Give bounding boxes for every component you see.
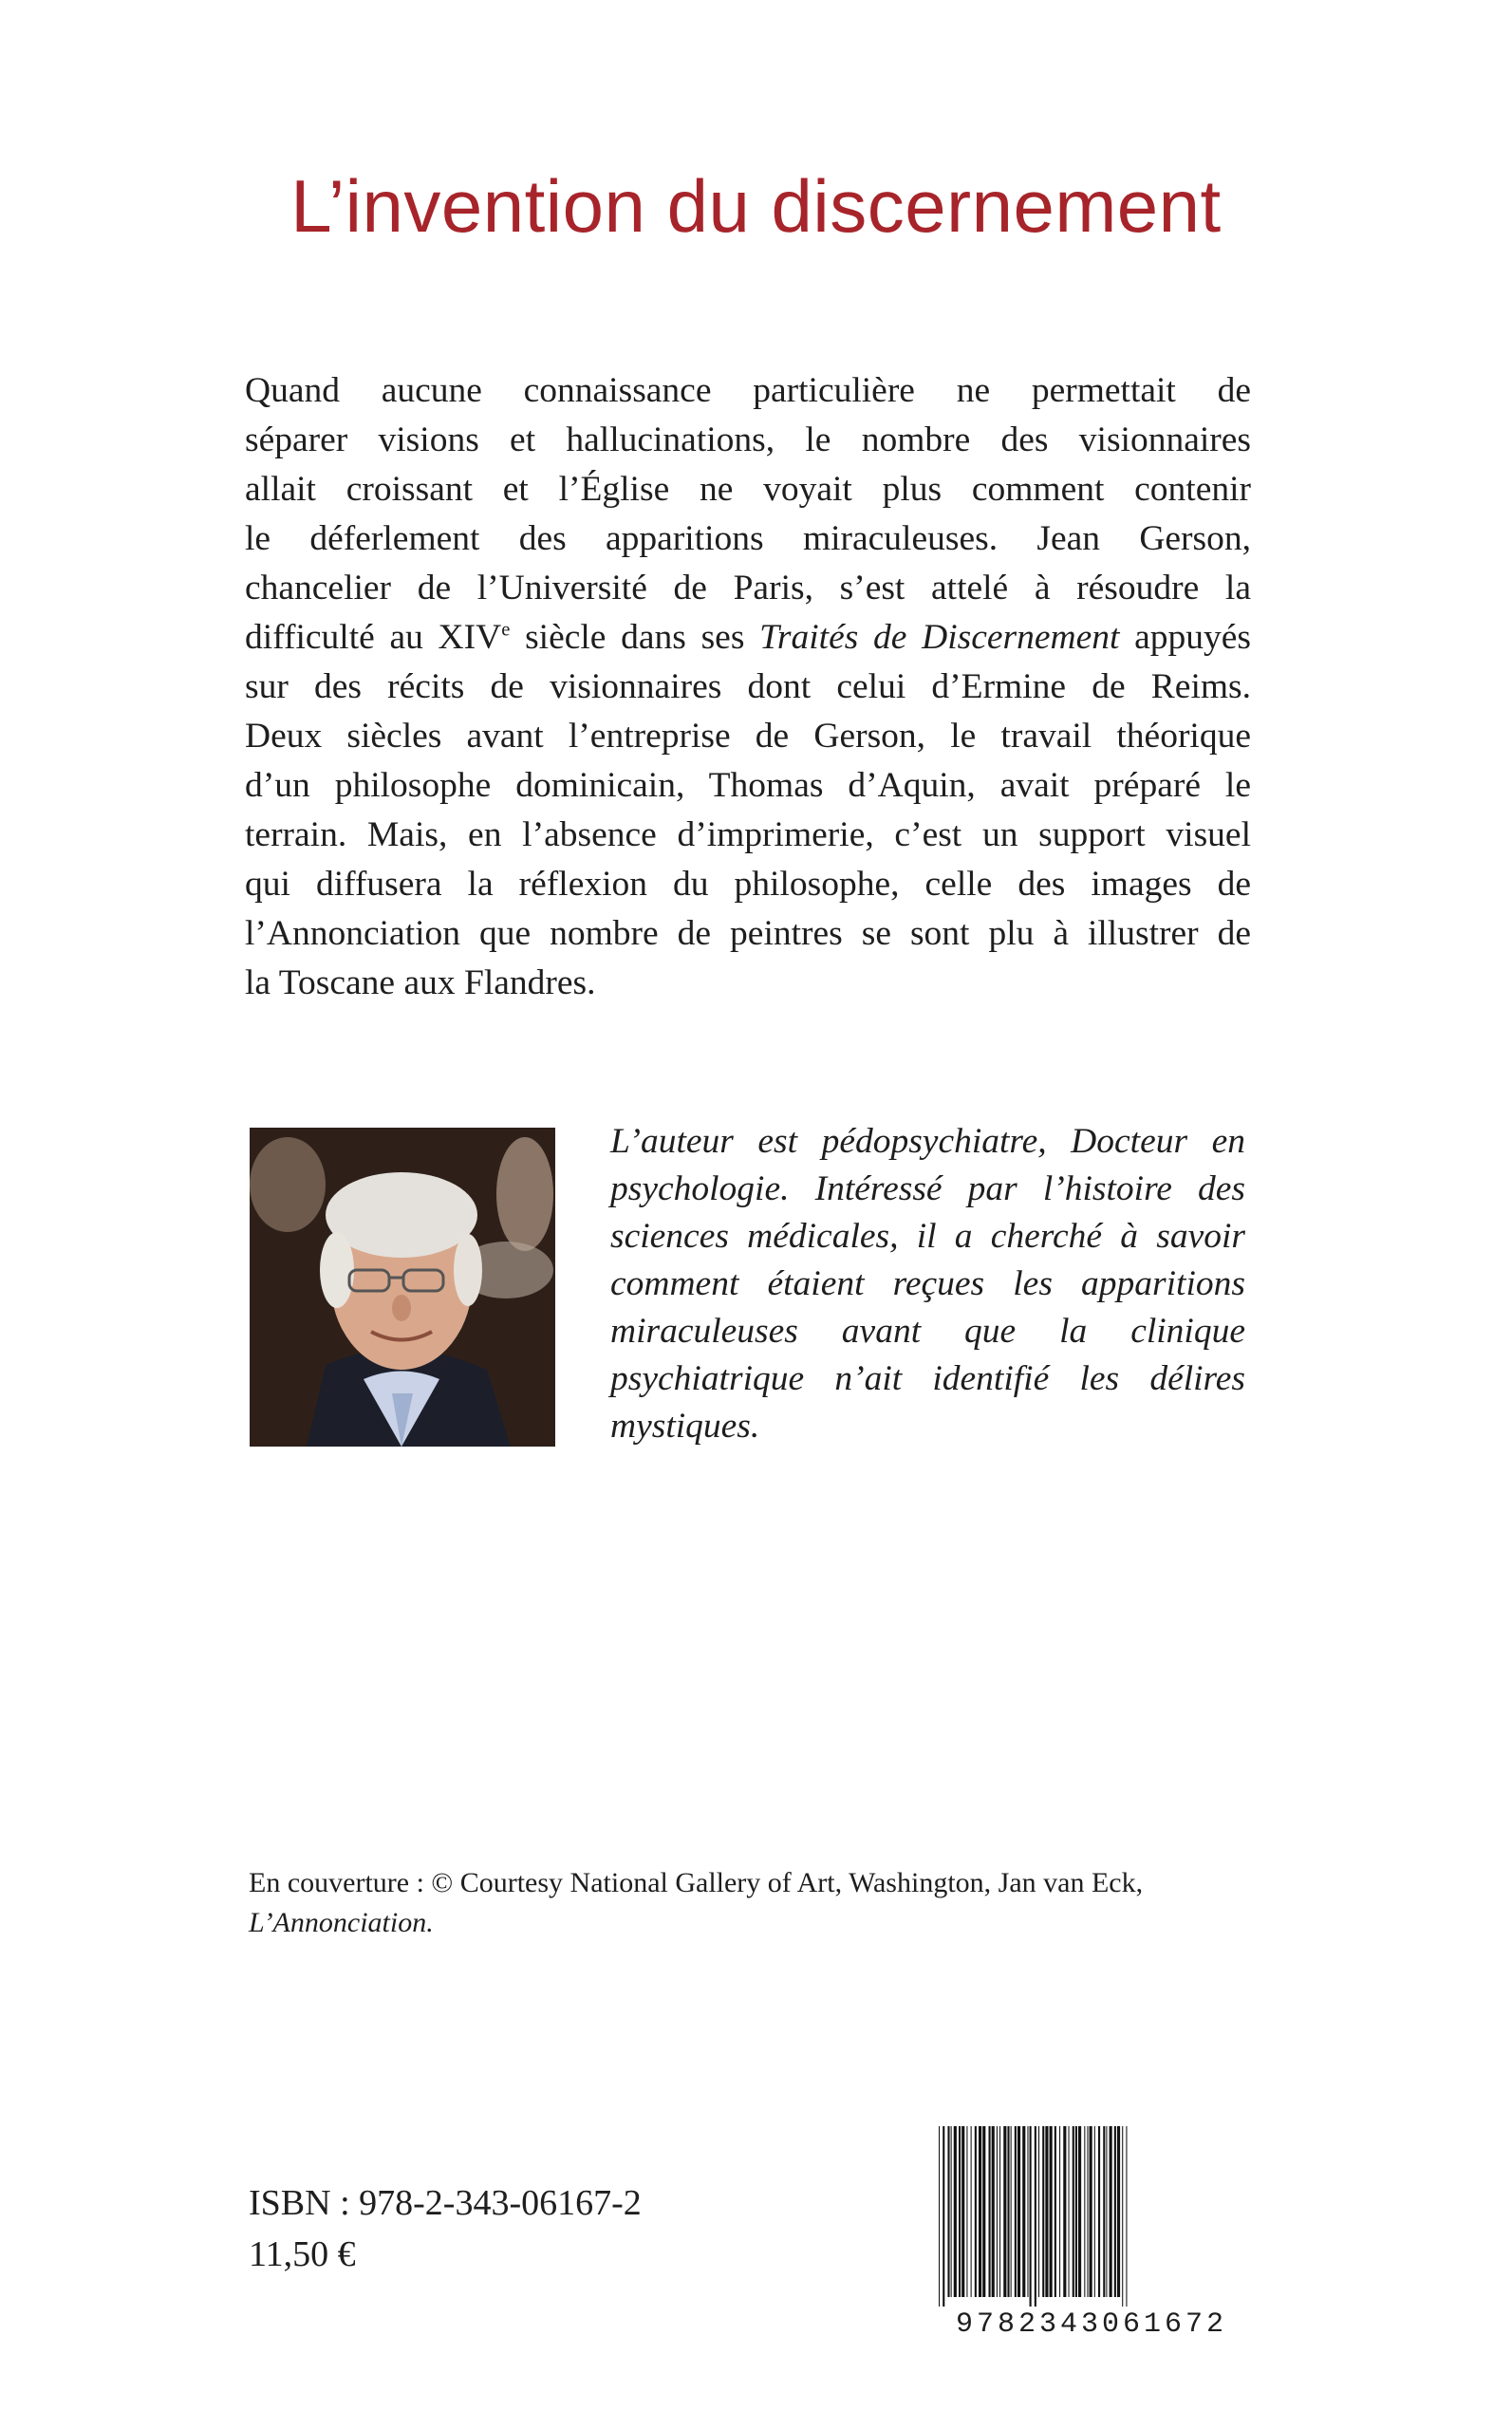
isbn: ISBN : 978-2-343-06167-2	[249, 2183, 642, 2223]
author-photo	[250, 1128, 555, 1447]
barcode-bar	[1038, 2126, 1039, 2297]
author-portrait-illustration	[250, 1128, 555, 1447]
barcode-bar	[1011, 2126, 1012, 2297]
barcode-bar	[1126, 2126, 1127, 2307]
blurb-line: qui diffusera la réflexion du philosophe, celle des images de	[245, 865, 1251, 904]
blurb-line: l’Annonciation que nombre de peintres se sont plu à illustrer de	[245, 914, 1251, 953]
barcode-bar	[1110, 2126, 1112, 2297]
barcode-bar	[939, 2126, 940, 2307]
barcode-bar	[1022, 2126, 1025, 2297]
blurb-line: Quand aucune connaissance particulière ne permettait de	[245, 371, 1251, 410]
blurb-line: séparer visions et hallucinations, le nombre des visionnaires	[245, 420, 1251, 459]
barcode-bar	[1003, 2126, 1006, 2297]
blurb-line: Deux siècles avant l’entreprise de Gerson, le travail théorique	[245, 717, 1251, 756]
barcode-bar	[966, 2126, 967, 2297]
barcode-bar	[1073, 2126, 1074, 2297]
book-title: L’invention du discernement	[290, 164, 1222, 248]
credit-line: En couverture : © Courtesy National Gallery of Art, Washington, Jan van Eck,	[249, 1867, 1144, 1898]
barcode-bar	[992, 2126, 995, 2297]
barcode-bar	[999, 2126, 1000, 2297]
barcode-bar	[954, 2126, 957, 2297]
barcode	[935, 2126, 1248, 2307]
barcode-bar	[1075, 2126, 1077, 2297]
barcode-bar	[1114, 2126, 1116, 2297]
barcode-bar	[1084, 2126, 1085, 2297]
blurb-text: siècle dans ses	[510, 618, 760, 657]
barcode-bar	[982, 2126, 985, 2297]
barcode-bar	[1106, 2126, 1107, 2297]
blurb-line	[245, 613, 1251, 663]
barcode-bar	[1098, 2126, 1100, 2297]
barcode-bar	[1103, 2126, 1105, 2297]
blurb-text: difficulté au XIV	[245, 618, 502, 657]
barcode-bar	[1030, 2126, 1032, 2307]
barcode-bar	[975, 2126, 977, 2297]
barcode-bar	[1094, 2126, 1095, 2297]
barcode-bar	[951, 2126, 952, 2297]
price: 11,50 €	[249, 2234, 356, 2274]
barcode-bar	[997, 2126, 998, 2297]
barcode-bar	[1078, 2126, 1081, 2297]
barcode-bar	[1015, 2126, 1017, 2297]
blurb-line: d’un philosophe dominicain, Thomas d’Aquin, avait préparé le	[245, 766, 1251, 805]
barcode-bar	[1063, 2126, 1066, 2297]
barcode-bar	[1007, 2126, 1009, 2297]
century-superscript: e	[501, 619, 511, 641]
barcode-bar	[1027, 2126, 1028, 2297]
barcode-bar	[1055, 2126, 1056, 2297]
bio-line: psychologie. Intéressé par l’histoire des	[610, 1169, 1245, 1208]
barcode-bar	[1050, 2126, 1053, 2297]
barcode-bar	[1122, 2126, 1123, 2307]
barcode-bar	[947, 2126, 949, 2297]
blurb-text: appuyés	[1119, 618, 1251, 657]
barcode-bar	[1059, 2126, 1060, 2297]
barcode-bar	[1035, 2126, 1036, 2307]
bio-line: psychiatrique n’ait identifié les délires	[610, 1359, 1245, 1398]
barcode-bar	[959, 2126, 961, 2297]
barcode-bar	[1069, 2126, 1070, 2297]
bio-line: L’auteur est pédopsychiatre, Docteur en	[610, 1122, 1245, 1161]
blurb-line: terrain. Mais, en l’absence d’imprimerie, c’est un support visuel	[245, 815, 1251, 854]
blurb-line: chancelier de l’Université de Paris, s’est attelé à résoudre la	[245, 569, 1251, 607]
back-cover-blurb	[245, 366, 1251, 1008]
barcode-bar	[1117, 2126, 1120, 2297]
barcode-bar	[961, 2126, 964, 2297]
bio-line: miraculeuses avant que la clinique	[610, 1312, 1245, 1351]
barcode-bar	[971, 2126, 972, 2297]
blurb-line: sur des récits de visionnaires dont celui d’Ermine de Reims.	[245, 667, 1251, 706]
author-bio	[610, 1118, 1245, 1450]
barcode-bar	[979, 2126, 981, 2297]
barcode-bar	[1017, 2126, 1020, 2297]
credit-artwork-title: L’Annonciation.	[249, 1907, 434, 1938]
barcode-bar	[1090, 2126, 1092, 2297]
bio-line: mystiques.	[610, 1407, 760, 1446]
barcode-bar	[1042, 2126, 1044, 2297]
blurb-line: allait croissant et l’Église ne voyait plus comment contenir	[245, 470, 1251, 509]
blurb-line: la Toscane aux Flandres.	[245, 963, 596, 1002]
blurb-line: le déferlement des apparitions miraculeuses. Jean Gerson,	[245, 519, 1251, 558]
barcode-bar	[943, 2126, 944, 2307]
barcode-bar	[989, 2126, 991, 2297]
bio-line: sciences médicales, il a cherché à savoir	[610, 1217, 1245, 1256]
bio-line: comment étaient reçues les apparitions	[610, 1264, 1245, 1303]
barcode-bar	[1087, 2126, 1088, 2297]
treatise-title: Traités de Discernement	[759, 618, 1120, 657]
barcode-bars	[935, 2126, 1248, 2307]
barcode-bar	[1045, 2126, 1048, 2297]
cover-credit	[249, 1863, 1255, 1943]
barcode-digits: 9782343061672	[955, 2308, 1228, 2341]
